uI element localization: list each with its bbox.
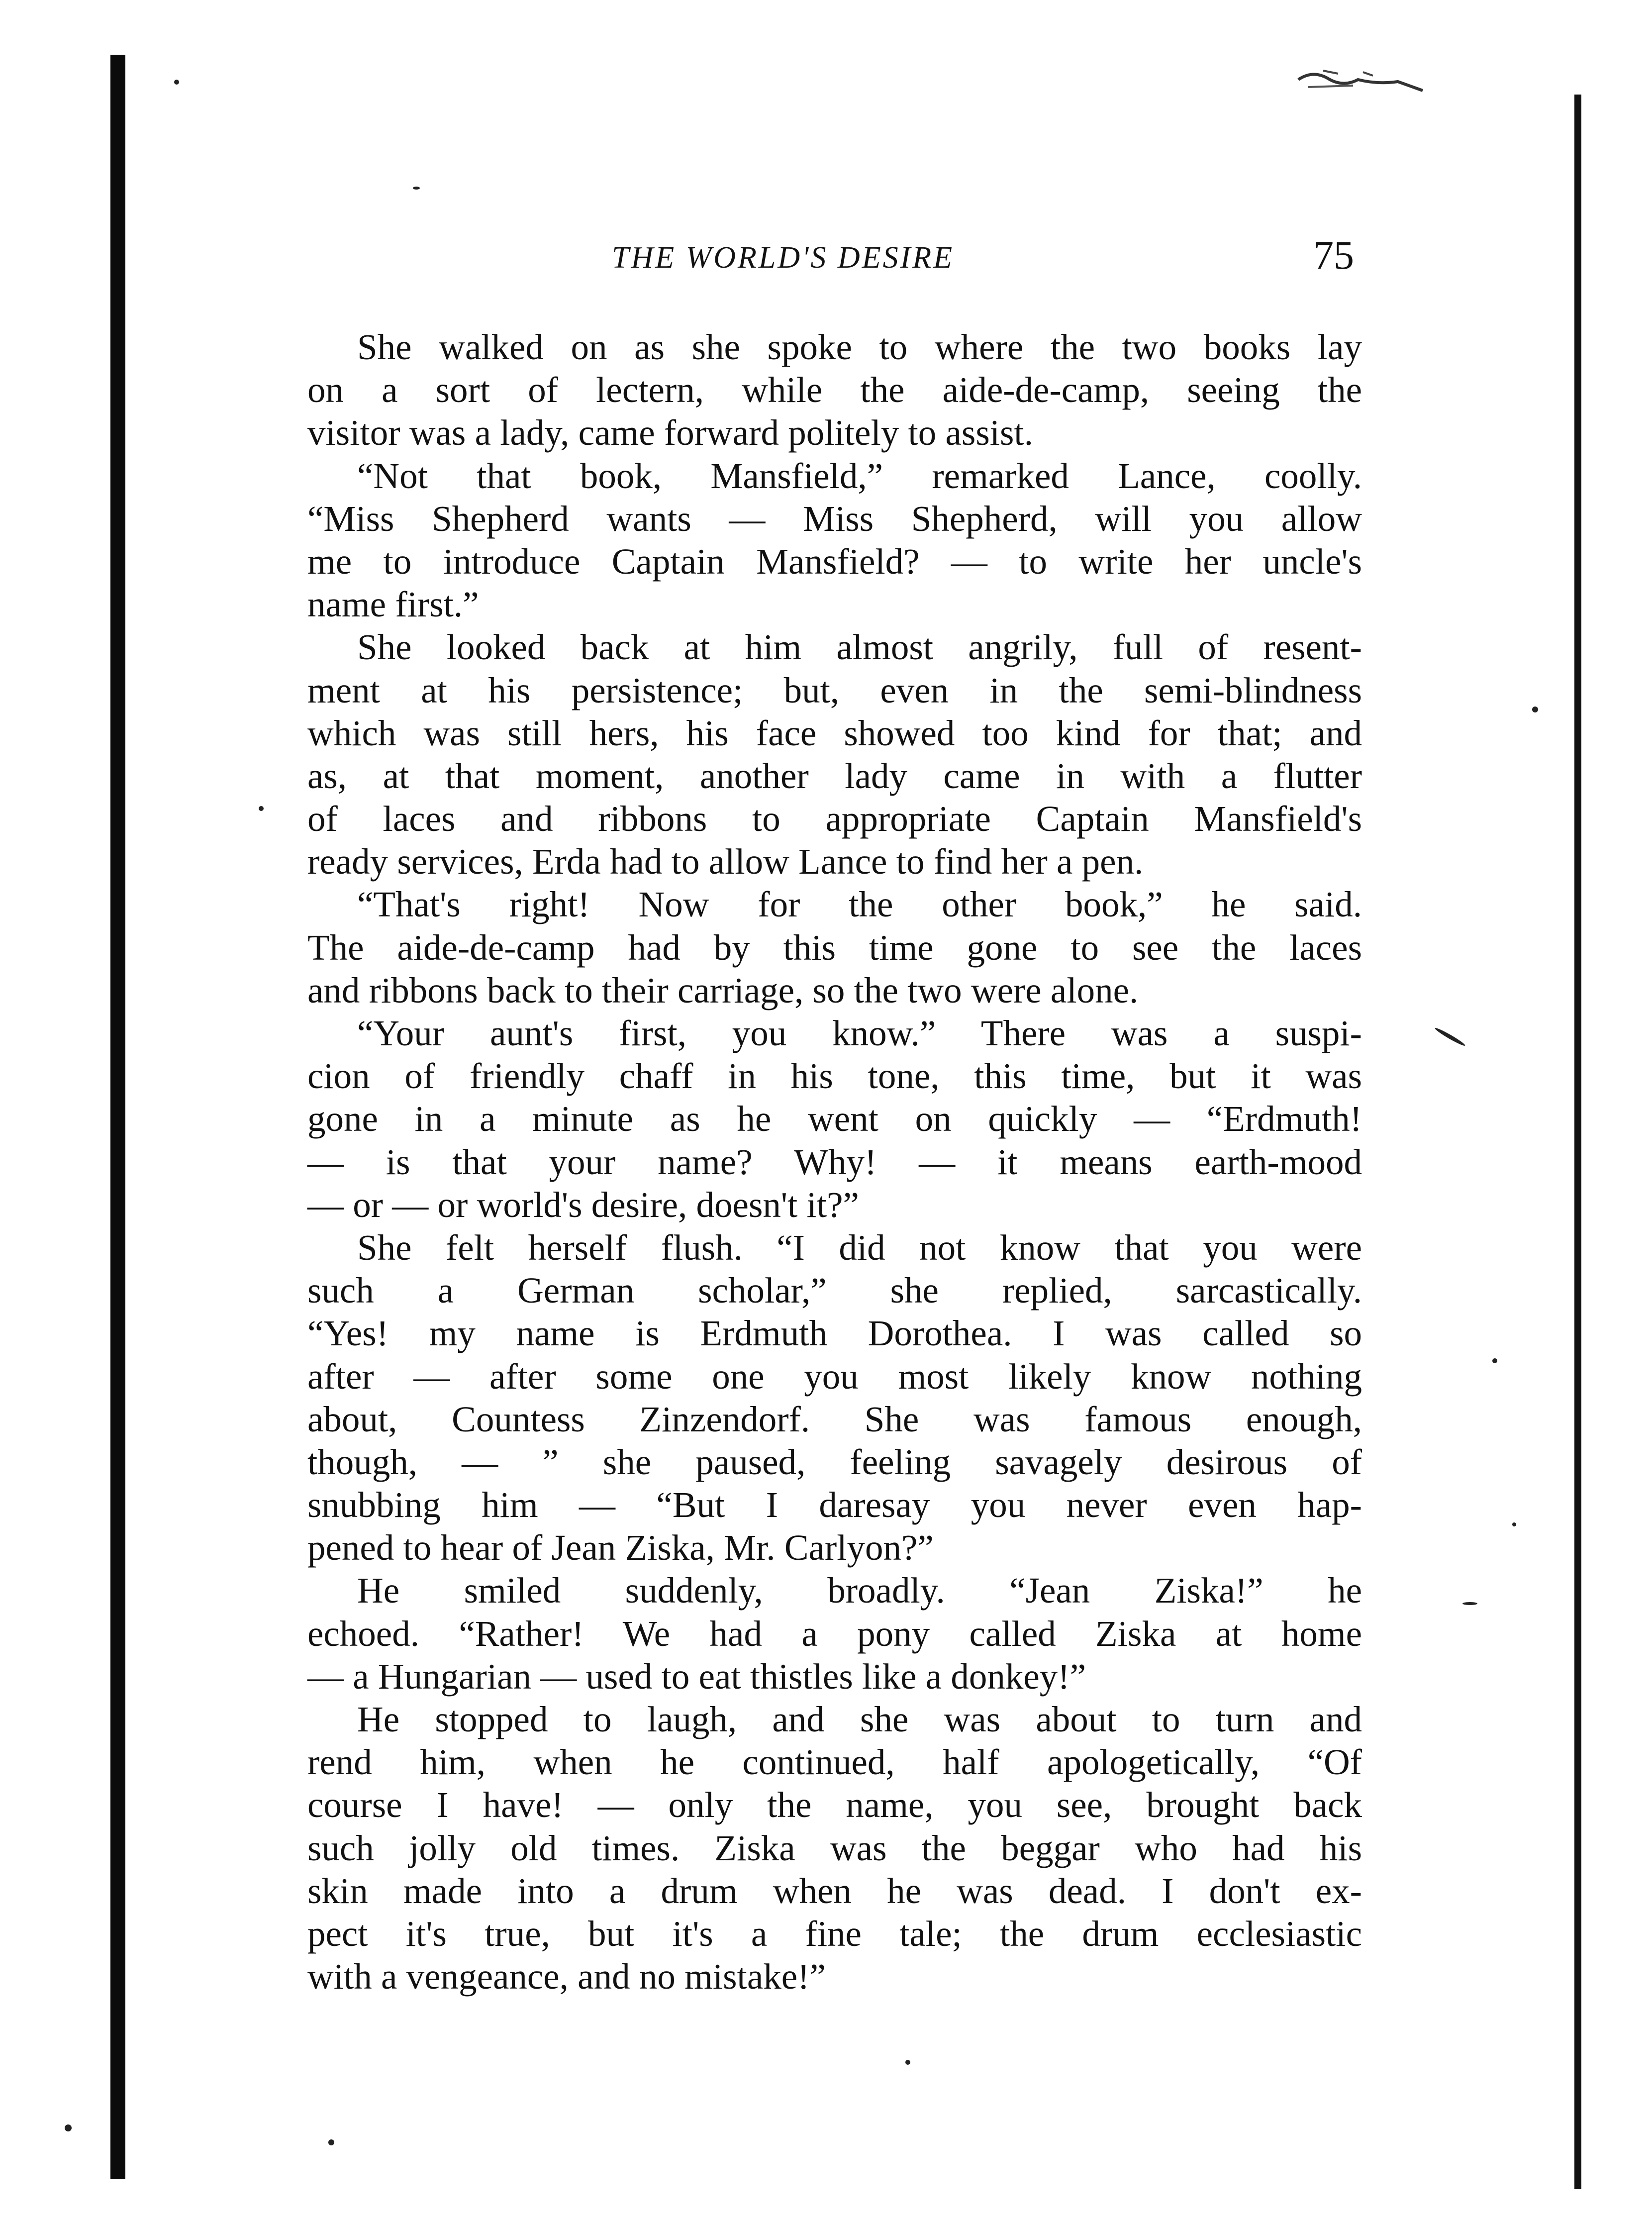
ink-mark-scribble-icon — [1293, 65, 1428, 95]
text-line: He stopped to laugh, and she was about to turn and — [357, 1699, 1362, 1739]
text-line: me to introduce Captain Mansfield? — to write her uncle's — [307, 541, 1362, 582]
text-line: rend him, when he continued, half apologetically, “Of — [307, 1742, 1362, 1783]
text-line: after — after some one you most likely know nothing — [307, 1356, 1362, 1397]
scan-speck — [1462, 1602, 1477, 1605]
text-line: gone in a minute as he went on quickly — “Erdmuth! — [307, 1099, 1362, 1139]
scan-speck — [413, 187, 420, 190]
text-line: snubbing him — “But I daresay you never even hap- — [307, 1485, 1362, 1525]
text-line: skin made into a drum when he was dead. I don't ex- — [307, 1870, 1362, 1911]
scan-speck — [1532, 707, 1538, 712]
text-line: which was still hers, his face showed too kind for that; and — [307, 712, 1362, 753]
text-line: — is that your name? Why! — it means earth-mood — [307, 1141, 1362, 1182]
text-line: “Your aunt's first, you know.” There was a suspi- — [357, 1013, 1362, 1053]
text-line: name first.” — [307, 584, 479, 625]
scan-speck — [174, 80, 179, 85]
text-line: “Not that book, Mansfield,” remarked Lance, coolly. — [357, 455, 1362, 496]
running-head: THE WORLD'S DESIRE — [612, 241, 954, 275]
text-line: as, at that moment, another lady came in with a flutter — [307, 755, 1362, 796]
text-line: with a vengeance, and no mistake!” — [307, 1956, 826, 1997]
scan-speck — [905, 2060, 910, 2065]
text-line: of laces and ribbons to appropriate Captain Mansfield's — [307, 799, 1362, 839]
text-line: such a German scholar,” she replied, sarcastically. — [307, 1270, 1362, 1311]
scan-speck — [1492, 1358, 1497, 1363]
scan-speck — [1434, 1026, 1466, 1047]
text-line: though, — ” she paused, feeling savagely desirous of — [307, 1441, 1362, 1482]
text-line: She looked back at him almost angrily, full of resent- — [357, 627, 1362, 668]
scan-speck — [328, 2139, 334, 2145]
scan-speck — [1512, 1522, 1516, 1526]
text-line: “That's right! Now for the other book,” he said. — [357, 884, 1362, 925]
text-line: She walked on as she spoke to where the two books lay — [357, 327, 1362, 367]
page-number: 75 — [1313, 232, 1354, 278]
text-line: echoed. “Rather! We had a pony called Ziska at home — [307, 1613, 1362, 1654]
text-line: and ribbons back to their carriage, so the two were alone. — [307, 970, 1139, 1010]
text-line: pened to hear of Jean Ziska, Mr. Carlyon?” — [307, 1527, 934, 1568]
body-text — [307, 326, 1362, 1998]
text-line: “Yes! my name is Erdmuth Dorothea. I was called so — [307, 1313, 1362, 1354]
text-line: ready services, Erda had to allow Lance to find her a pen. — [307, 841, 1144, 882]
text-line: on a sort of lectern, while the aide-de-camp, seeing the — [307, 370, 1362, 410]
text-line: course I have! — only the name, you see, brought back — [307, 1785, 1362, 1825]
scan-left-edge — [110, 55, 125, 2179]
text-line: about, Countess Zinzendorf. She was famous enough, — [307, 1399, 1362, 1439]
text-line: — or — or world's desire, doesn't it?” — [307, 1184, 859, 1225]
text-line: The aide-de-camp had by this time gone to see the laces — [307, 927, 1362, 968]
text-line: “Miss Shepherd wants — Miss Shepherd, will you allow — [307, 498, 1362, 539]
text-line: pect it's true, but it's a fine tale; the drum ecclesiastic — [307, 1913, 1362, 1954]
text-line: — a Hungarian — used to eat thistles like a donkey!” — [307, 1656, 1086, 1697]
text-line: cion of friendly chaff in his tone, this time, but it was — [307, 1056, 1362, 1097]
text-line: He smiled suddenly, broadly. “Jean Ziska!” he — [357, 1570, 1362, 1611]
text-line: She felt herself flush. “I did not know that you were — [357, 1227, 1362, 1268]
scan-speck — [65, 2124, 72, 2131]
text-line: ment at his persistence; but, even in the semi-blindness — [307, 670, 1362, 710]
scan-speck — [259, 806, 264, 811]
scan-right-edge — [1574, 95, 1581, 2189]
text-line: visitor was a lady, came forward politely to assist. — [307, 412, 1033, 453]
text-line: such jolly old times. Ziska was the beggar who had his — [307, 1827, 1362, 1868]
